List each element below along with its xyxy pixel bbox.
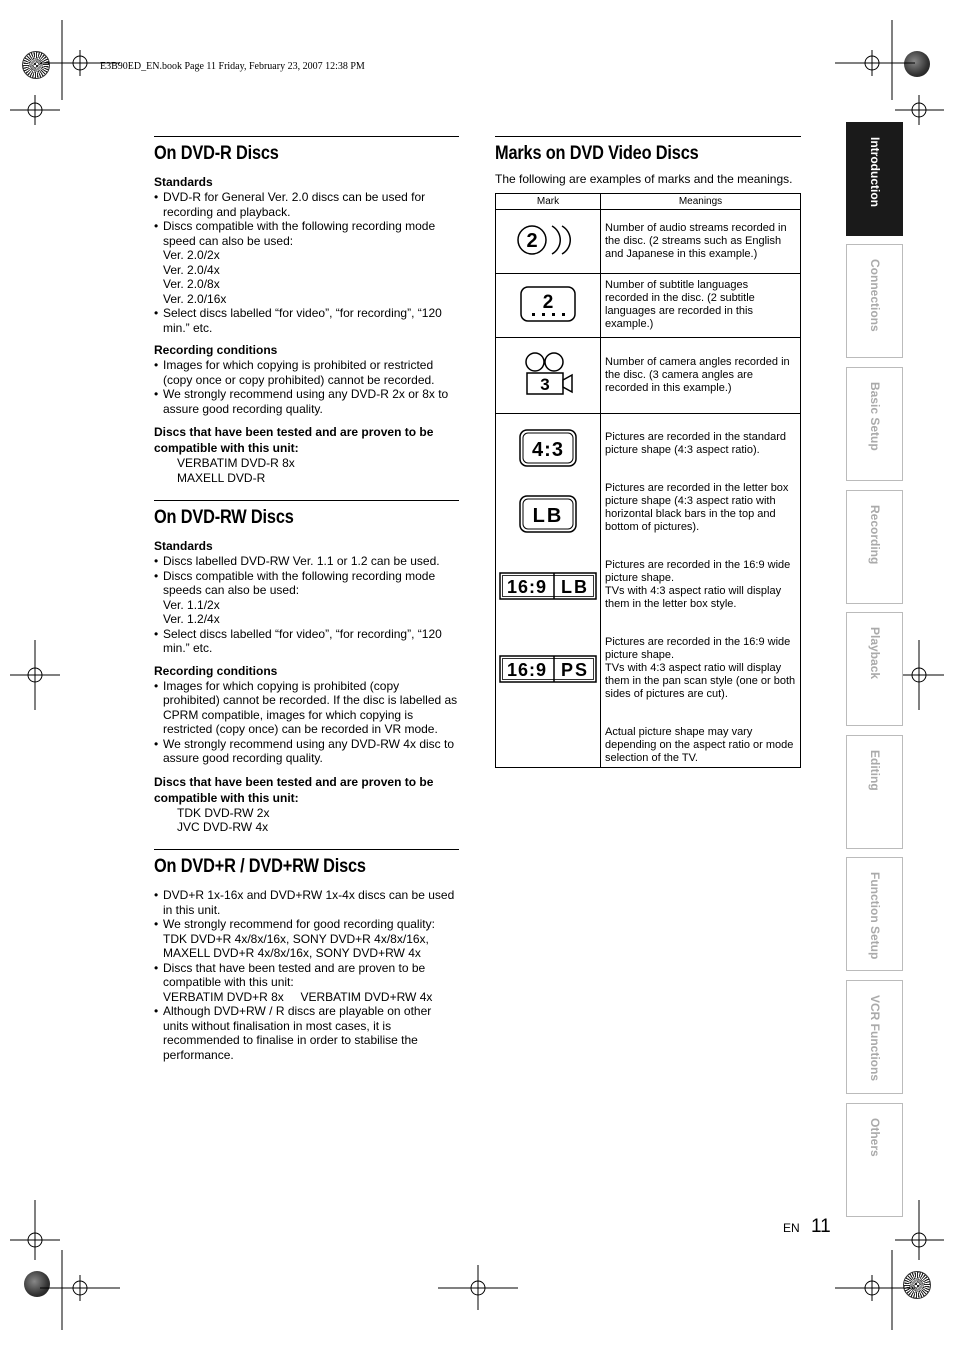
dvdrw-title: On DVD-RW Discs [154,507,294,528]
meaning-cell: Number of audio streams recorded in the disc. (2 streams such as English and Japanese in this example.) [601,209,801,273]
meaning-line: Pictures are recorded in the 16:9 wide picture shape. [605,558,791,584]
dvdrw-section [154,500,459,835]
version-item: Ver. 1.1/2x [163,597,220,612]
camera-angle-icon [496,337,601,413]
mark-text: 2 [526,229,538,252]
version-item: Ver. 1.2/4x [163,612,220,626]
mark-text: PS [560,659,590,680]
tab-editing[interactable] [846,735,903,849]
dvdrw-standards-label: Standards [154,539,213,553]
table-row [496,209,801,273]
tab-label: Recording [867,505,882,565]
mark-text: 2 [542,291,554,313]
col-header-meanings: Meanings [601,193,801,209]
version-item: Ver. 2.0/8x [163,277,220,291]
tested-line: VERBATIM DVD+R 8x VERBATIM DVD+RW 4x [163,989,433,1004]
mark-text: LB [532,504,564,527]
list-item: • Select discs labelled “for video”, “for recording”, “120 min.” etc. [154,627,459,656]
dvdplus-section [154,849,459,1062]
tab-label: Others [867,1118,882,1157]
tab-others[interactable] [846,1103,903,1217]
list-item: • DVD-R for General Ver. 2.0 discs can be used for recording and playback. [154,190,459,219]
list-item: • Discs compatible with the following recording mode speeds can also be used: [154,569,459,598]
recommend-list: TDK DVD+R 4x/8x/16x, SONY DVD+R 4x/8x/16x, MAXELL DVD+R 4x/8x/16x, SONY DVD+RW 4x [163,931,429,960]
meaning-line: TVs with 4:3 aspect ratio will display them in the letter box style. [605,584,782,610]
audio-streams-icon [496,209,601,273]
letterbox-icon [518,494,578,534]
mark-text: 16:9 [506,659,548,680]
mark-text: 3 [540,374,550,394]
tested-disc: MAXELL DVD-R [177,470,266,485]
table-row [496,413,801,767]
tab-vcr-functions[interactable] [846,980,903,1094]
dvdr-standards-label: Standards [154,175,213,189]
version-item: Ver. 2.0/2x [163,248,220,262]
aspect-4-3-icon [518,428,578,468]
dvdr-tested-label: Discs that have been tested and are proven to be compatible with this unit: [154,425,434,455]
tab-label: Function Setup [867,872,882,960]
meaning-line: Pictures are recorded in the 16:9 wide picture shape. [605,635,791,661]
list-item [154,917,459,961]
list-item: • Although DVD+RW / R discs are playable on other units without finalisation in most cases, it is recommended to finalise in order to stabilise the performance. [154,1004,459,1062]
tab-recording[interactable] [846,490,903,604]
marks-title: Marks on DVD Video Discs [495,143,699,164]
meaning-cell: Number of camera angles recorded in the disc. (3 camera angles are recorded in this example.) [601,337,801,413]
wide-panscan-icon [499,654,597,684]
tab-playback[interactable] [846,612,903,726]
table-row [496,273,801,337]
tab-introduction[interactable] [846,122,903,236]
tab-connections[interactable] [846,244,903,358]
mark-text: 16:9 [506,576,548,597]
mark-text: LB [561,576,589,597]
tab-basic-setup[interactable] [846,367,903,481]
tab-label: Connections [867,259,882,332]
file-header: E3B90ED_EN.book Page 11 Friday, February 23, 2007 12:38 PM [100,61,365,72]
language-code: EN [783,1221,800,1235]
mark-text: 4:3 [532,438,564,461]
tested-disc: TDK DVD-RW 2x [177,805,270,820]
dvdplus-title: On DVD+R / DVD+RW Discs [154,856,366,877]
dvdr-section [154,136,459,485]
list-item: • Discs labelled DVD-RW Ver. 1.1 or 1.2 can be used. [154,554,459,569]
meaning-line: TVs with 4:3 aspect ratio will display them in the pan scan style (one or both sides of pictures are cut). [605,661,796,700]
list-item: • Select discs labelled “for video”, “for recording”, “120 min.” etc. [154,306,459,335]
subtitle-icon [496,273,601,337]
list-item [154,961,459,1005]
col-header-mark: Mark [496,193,601,209]
meaning-cell: Number of subtitle languages recorded in the disc. (2 subtitle languages are recorded in this example.) [601,273,801,337]
wide-letterbox-icon [499,571,597,601]
tab-label: Basic Setup [867,382,882,451]
dvdr-title: On DVD-R Discs [154,143,279,164]
list-item: • DVD+R 1x-16x and DVD+RW 1x-4x discs can be used in this unit. [154,888,459,917]
tab-function-setup[interactable] [846,857,903,971]
meaning-cell [605,559,797,611]
list-item: • Images for which copying is prohibited or restricted (copy once or copy prohibited) cannot be recorded. [154,358,459,387]
list-item-text: Discs that have been tested and are proven to be compatible with this unit: [163,960,426,989]
meaning-cell: Pictures are recorded in the letter box picture shape (4:3 aspect ratio with horizontal black bars in the top and bottom of pictures). [605,481,789,533]
table-row [496,337,801,413]
version-item: Ver. 2.0/16x [163,291,227,306]
list-item: • We strongly recommend using any DVD-R 2x or 8x to assure good recording quality. [154,387,459,416]
marks-section [495,136,801,768]
version-item: Ver. 2.0/4x [163,262,220,277]
list-item: • Discs compatible with the following recording mode speed can also be used: [154,219,459,248]
tab-label: Playback [867,627,882,680]
dvdrw-conditions-label: Recording conditions [154,663,278,678]
tested-disc: JVC DVD-RW 4x [177,820,269,834]
marks-table [495,193,801,768]
tab-label: VCR Functions [867,995,882,1081]
list-item: • We strongly recommend using any DVD-RW 4x disc to assure good recording quality. [154,737,459,766]
meaning-cell: Pictures are recorded in the standard picture shape (4:3 aspect ratio). [605,430,786,456]
list-item-text: We strongly recommend for good recording quality: [163,917,435,931]
tab-label: Editing [867,750,882,791]
aspect-note: Actual picture shape may vary depending on the aspect ratio or mode selection of the TV. [605,725,794,764]
tested-disc: VERBATIM DVD-R 8x [177,456,295,470]
page-number: 11 [811,1216,831,1237]
meaning-cell [605,636,797,701]
list-item: • Images for which copying is prohibited (copy prohibited) cannot be recorded. If the disc is labelled as CPRM compatible, images for which copying is restricted (copy once) can be recorded in VR mode. [154,679,459,737]
aspect-marks-cell [496,413,601,767]
tab-label: Introduction [867,137,882,207]
dvdr-conditions-label: Recording conditions [154,343,278,357]
dvdrw-tested-label: Discs that have been tested and are proven to be compatible with this unit: [154,774,434,805]
marks-intro: The following are examples of marks and the meanings. [495,172,793,186]
aspect-meanings-cell [601,413,801,767]
